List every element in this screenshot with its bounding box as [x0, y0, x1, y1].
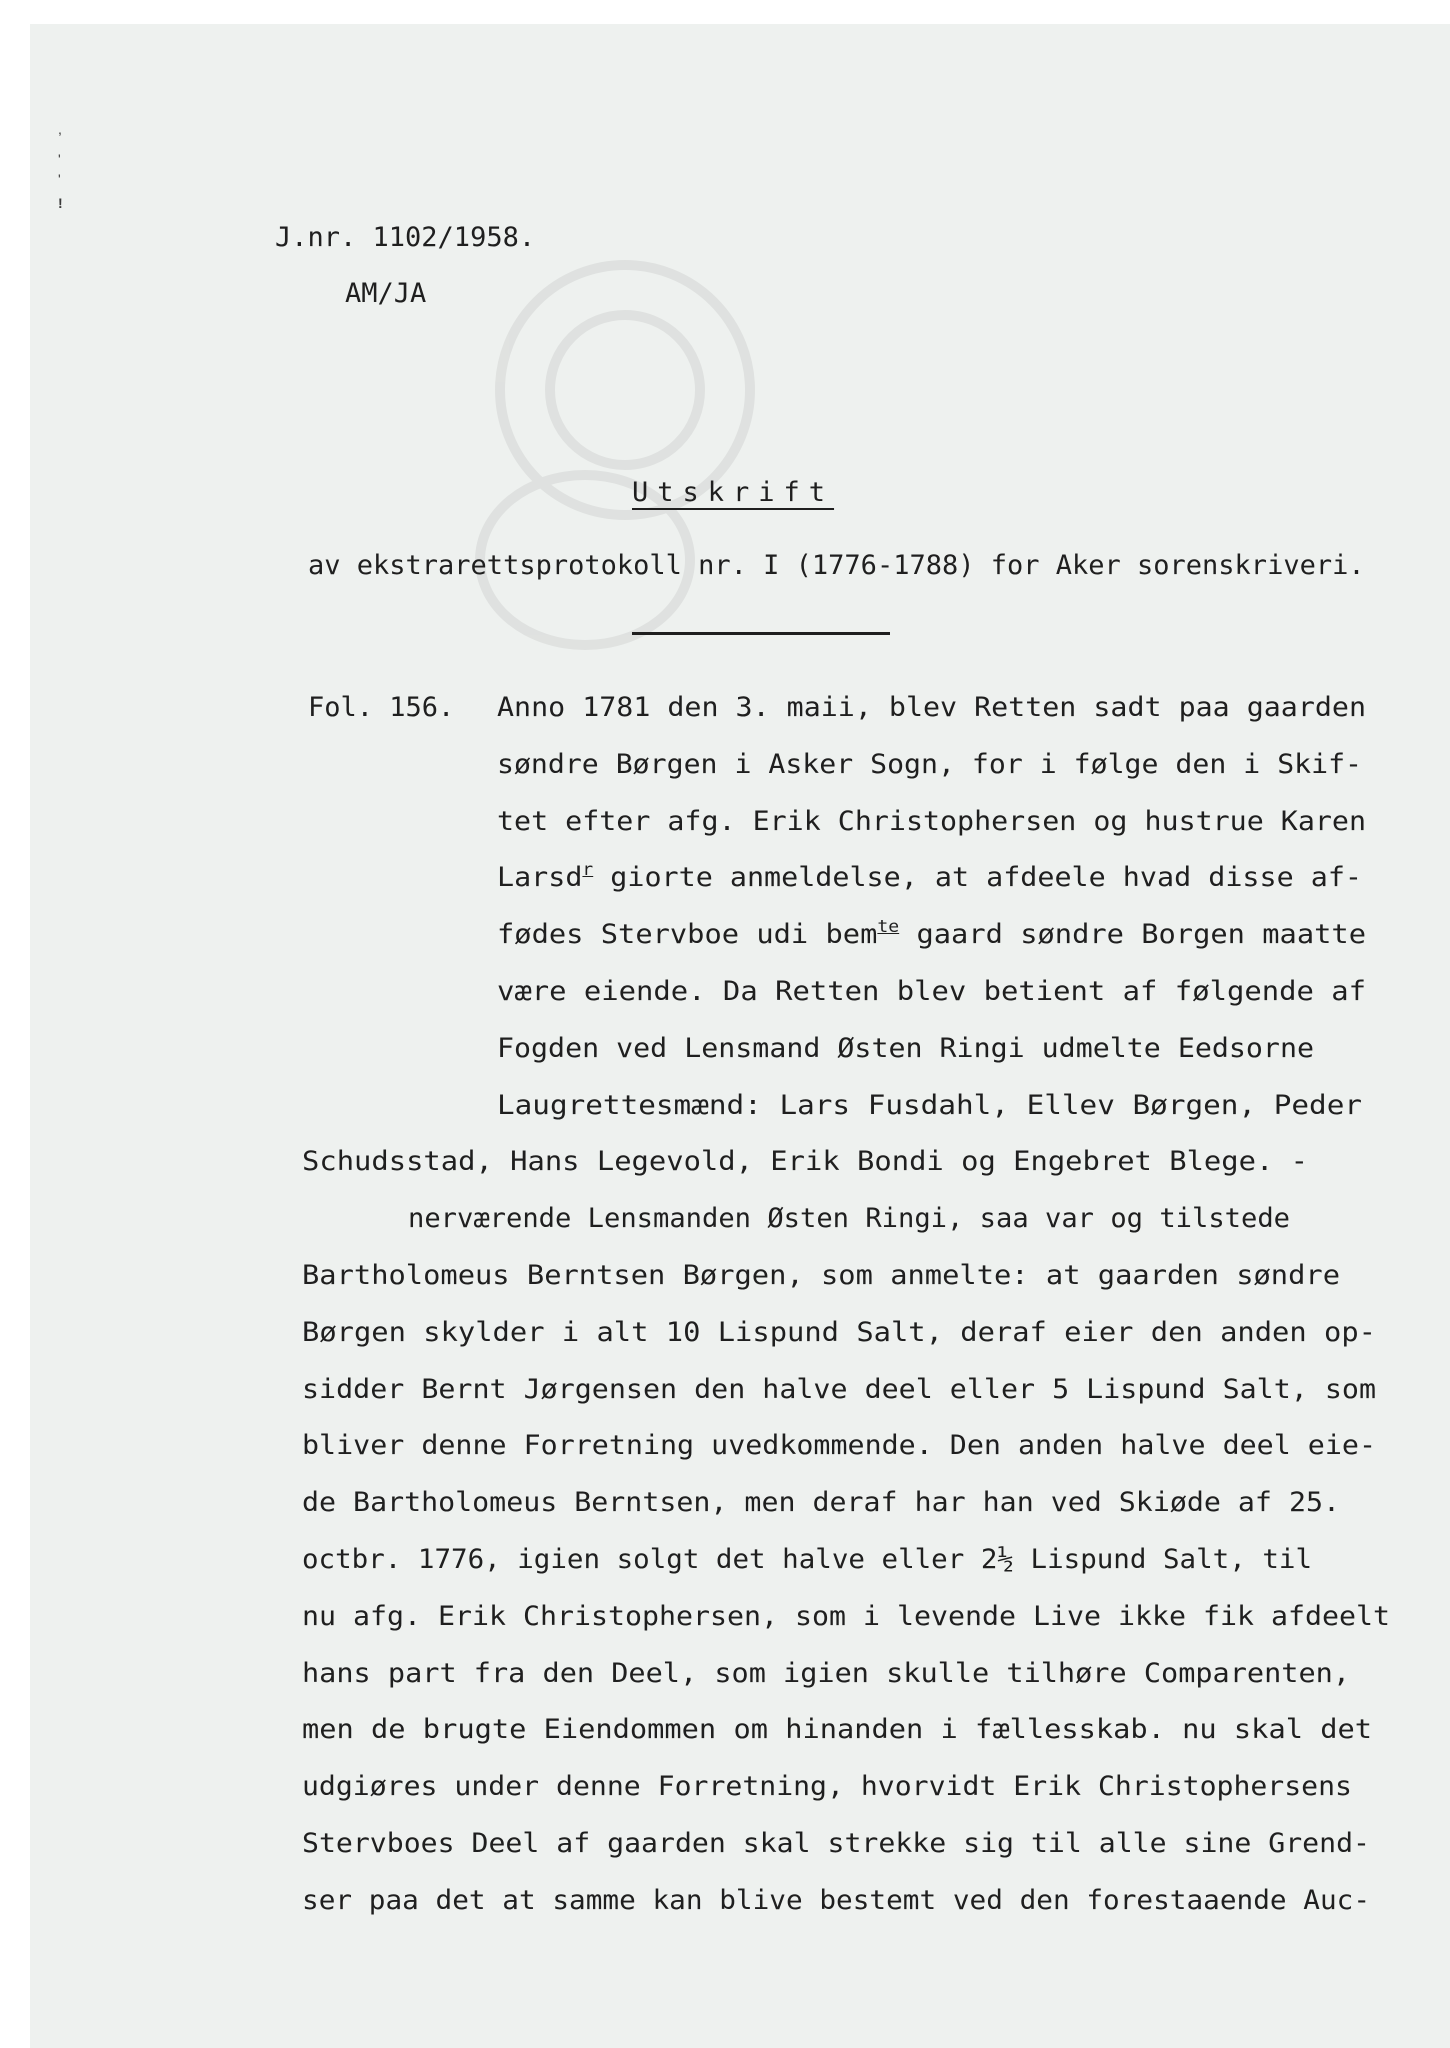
document-title: Utskrift	[632, 477, 835, 508]
transcript-line: nu afg. Erik Christophersen, som i levende Live ikke fik afdeelt	[302, 1601, 1390, 1632]
scan-left-margin	[0, 0, 30, 2048]
journal-number: J.nr. 1102/1958.	[275, 222, 536, 253]
journal-initials: AM/JA	[345, 278, 427, 309]
binding-mark: ,	[58, 121, 62, 137]
document-subtitle: av ekstrarettsprotokoll nr. I (1776-1788) for Aker sorenskriveri.	[308, 550, 1365, 581]
transcript-line: Larsd$^r$ giorte anmeldelse, at afdeele hvad disse af-	[497, 860, 1362, 893]
transcript-line: octbr. 1776, igien solgt det halve eller 2½ Lispund Salt, til	[302, 1544, 1312, 1575]
transcript-line: Schudsstad, Hans Legevold, Erik Bondi og Engebret Blege. -	[302, 1146, 1308, 1177]
transcript-line: udgiøres under denne Forretning, hvorvidt Erik Christophersens	[302, 1771, 1352, 1802]
transcript-line: tet efter afg. Erik Christophersen og hustrue Karen	[497, 806, 1366, 837]
transcript-line: Anno 1781 den 3. maii, blev Retten sadt paa gaarden	[497, 692, 1366, 723]
transcript-line: men de brugte Eiendommen om hinanden i fællesskab. nu skal det	[302, 1714, 1372, 1745]
transcript-line: søndre Børgen i Asker Sogn, for i følge den i Skif-	[497, 749, 1362, 780]
transcript-line: de Bartholomeus Berntsen, men deraf har han ved Skiøde af 25.	[302, 1487, 1340, 1518]
transcript-line: være eiende. Da Retten blev betient af følgende af	[497, 976, 1366, 1007]
transcript-line: Fogden ved Lensmand Østen Ringi udmelte Eedsorne	[497, 1033, 1314, 1064]
transcript-line: Bartholomeus Berntsen Børgen, som anmelte: at gaarden søndre	[302, 1260, 1340, 1291]
transcript-line: fødes Stervboe udi bem$^{te}$ gaard søndre Borgen maatte	[497, 917, 1366, 950]
binding-mark: '	[58, 171, 61, 187]
transcript-line: Laugrettesmænd: Lars Fusdahl, Ellev Børgen, Peder	[497, 1090, 1362, 1121]
binding-mark: !	[58, 195, 63, 211]
transcript-line: bliver denne Forretning uvedkommende. Den anden halve deel eie-	[302, 1430, 1376, 1461]
title-rule	[632, 632, 890, 635]
scan-top-margin	[0, 0, 1450, 24]
binding-mark: '	[58, 151, 61, 167]
transcript-line: Stervboes Deel af gaarden skal strekke sig til alle sine Grend-	[302, 1828, 1370, 1859]
transcript-line: nerværende Lensmanden Østen Ringi, saa var og tilstede	[408, 1203, 1290, 1234]
transcript-line: Børgen skylder i alt 10 Lispund Salt, deraf eier den anden op-	[302, 1317, 1376, 1348]
transcript-line: hans part fra den Deel, som igien skulle tilhøre Comparenten,	[302, 1658, 1350, 1689]
folio-label: Fol. 156.	[308, 692, 455, 723]
transcript-line: sidder Bernt Jørgensen den halve deel eller 5 Lispund Salt, som	[302, 1374, 1376, 1405]
transcript-line: ser paa det at samme kan blive bestemt ved den forestaaende Auc-	[302, 1885, 1370, 1916]
